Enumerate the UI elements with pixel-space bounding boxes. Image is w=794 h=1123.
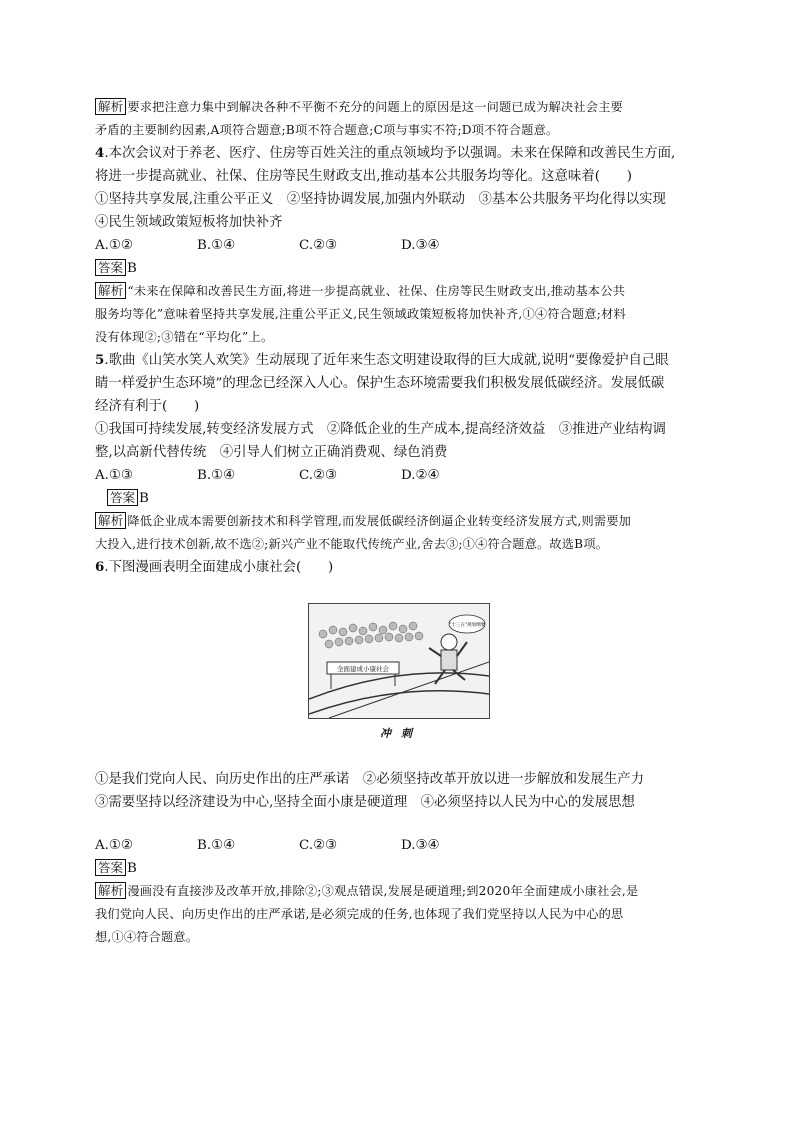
q6-items: ③需要坚持以经济建设为中心,坚持全面小康是硬道理 ④必须坚持以人民为中心的发展思想 <box>95 795 635 810</box>
q6-items: ①是我们党向人民、向历史作出的庄严承诺 ②必须坚持改革开放以进一步解放和发展生产力 <box>95 772 645 787</box>
q5-items: ①我国可持续发展,转变经济发展方式 ②降低企业的生产成本,提高经济效益 ③推进产业结构调 <box>95 422 666 437</box>
q3-analysis-line: 解析 要求把注意力集中到解决各种不平衡不充分的问题上的原因是这一问题已成为解决社会主要 <box>95 96 705 119</box>
q4-analysis-line: 没有体现②;③错在“平均化”上。 <box>95 330 274 344</box>
cartoon-illustration <box>309 604 489 718</box>
answer-tag: 答案 <box>95 859 126 876</box>
q4-analysis-line: 服务均等化”意味着坚持共享发展,注重公平正义,民生领域政策短板将加快补齐,①④符合题意;材料 <box>95 307 626 321</box>
cartoon-baton-text: “十三五”规划纲要 <box>448 623 486 628</box>
q5-stem: 5.歌曲《山笑水笑人欢笑》生动展现了近年来生态文明建设取得的巨大成就,说明“要像爱护自己眼 <box>95 352 669 368</box>
q4-options: A.①② B.①④ C.②③ D.③④ <box>95 238 440 253</box>
analysis-tag: 解析 <box>95 282 126 299</box>
q4-answer: 答案 B <box>95 257 705 280</box>
q6-analysis-line: 解析 漫画没有直接涉及改革开放,排除②;③观点错误,发展是硬道理;到2020年全面建成小康社会,是 <box>95 880 705 903</box>
q4-items: ④民生领域政策短板将加快补齐 <box>95 215 283 230</box>
q6-options: A.①② B.①④ C.②③ D.③④ <box>95 838 440 853</box>
q6-body <box>95 768 705 949</box>
q4-analysis-line: 解析 “未来在保障和改善民生方面,将进一步提高就业、社保、住房等民生财政支出,推动基本公共 <box>95 280 705 303</box>
q4-stem: 将进一步提高就业、社保、住房等民生财政支出,推动基本公共服务均等化。这意味着( ) <box>95 169 632 184</box>
q5-options: A.①③ B.①④ C.②③ D.②④ <box>95 468 440 483</box>
q4-items: ①坚持共享发展,注重公平正义 ②坚持协调发展,加强内外联动 ③基本公共服务平均化得以实现 <box>95 192 666 207</box>
q3-analysis-line: 矛盾的主要制约因素,A项符合题意;B项不符合题意;C项与事实不符;D项不符合题意。 <box>95 123 559 137</box>
q5-items: 整,以高新代替传统 ④引导人们树立正确消费观、绿色消费 <box>95 445 448 460</box>
cartoon-sign-text: 全面建成小康社会 <box>337 665 389 673</box>
answer-tag: 答案 <box>95 259 126 276</box>
answer-tag: 答案 <box>107 489 138 506</box>
q5-answer: 答案 B <box>95 487 705 510</box>
cartoon-caption: 冲刺 <box>380 727 422 740</box>
document-page <box>95 96 705 579</box>
q6-stem: 6.下图漫画表明全面建成小康社会( ) <box>95 559 334 575</box>
q5-analysis-line: 解析 降低企业成本需要创新技术和科学管理,而发展低碳经济倒逼企业转变经济发展方式,则需要加 <box>95 510 705 533</box>
q6-answer: 答案 B <box>95 857 705 880</box>
cartoon-image <box>308 603 490 719</box>
q6-analysis-line: 想,①④符合题意。 <box>95 930 199 944</box>
analysis-tag: 解析 <box>95 512 126 529</box>
q6-analysis-line: 我们党向人民、向历史作出的庄严承诺,是必须完成的任务,也体现了我们党坚持以人民为中心的思 <box>95 907 624 921</box>
q4-stem: 4.本次会议对于养老、医疗、住房等百姓关注的重点领域均予以强调。未来在保障和改善民生方面, <box>95 145 676 161</box>
analysis-tag: 解析 <box>95 98 126 115</box>
analysis-tag: 解析 <box>95 882 126 899</box>
q5-stem: 睛一样爱护生态环境”的理念已经深入人心。保护生态环境需要我们积极发展低碳经济。发展低碳 <box>95 376 665 391</box>
q5-stem: 经济有利于( ) <box>95 399 200 414</box>
q5-analysis-line: 大投入,进行技术创新,故不选②;新兴产业不能取代传统产业,舍去③;①④符合题意。故选B项。 <box>95 537 609 551</box>
